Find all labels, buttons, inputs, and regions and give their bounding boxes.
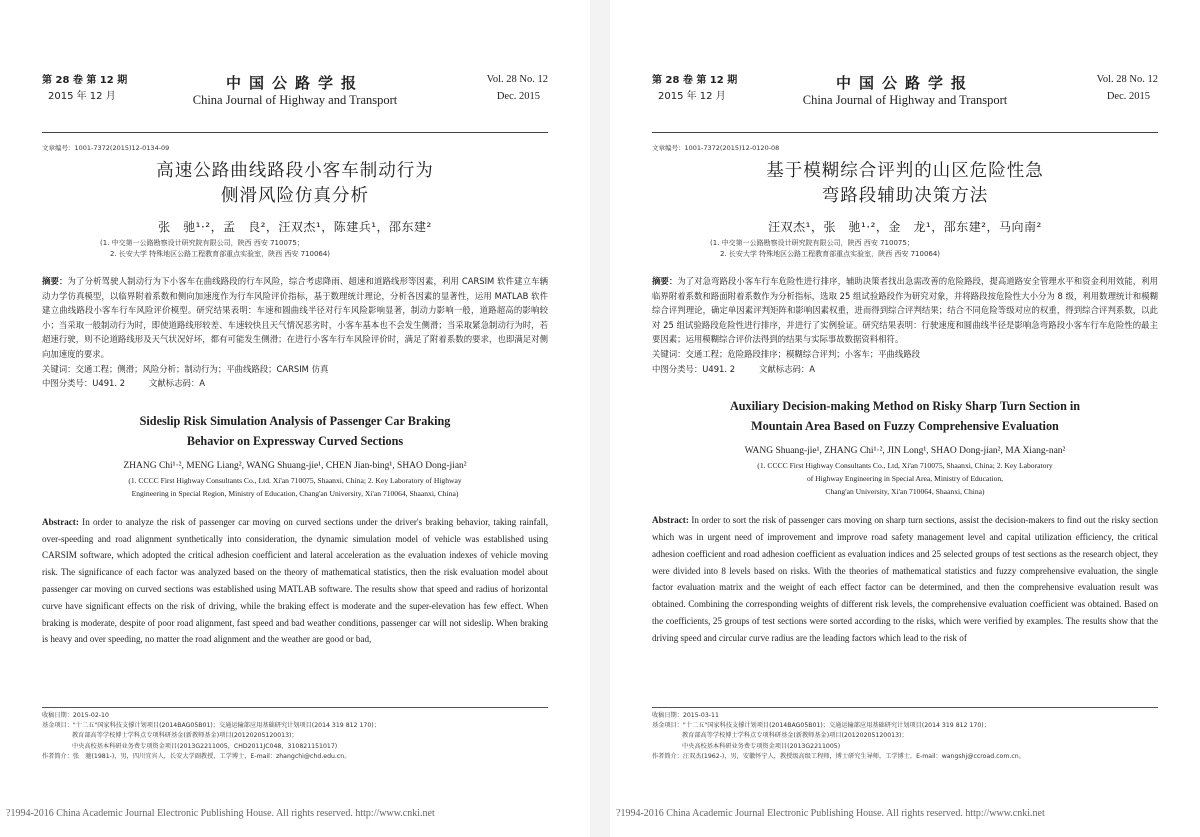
date-cn: 2015 年 12 月 <box>48 91 116 102</box>
title-en <box>42 411 548 451</box>
footnote-line: 作者简介：张 驰(1981-)，男，四川宜宾人，长安大学副教授，工学博士，E-mail：zhangchi@chd.edu.cn。 <box>42 752 351 760</box>
abstract-cn-label: 摘要： <box>652 276 678 286</box>
abstract-cn <box>652 274 1158 347</box>
affiliation-cn <box>652 238 1158 260</box>
class-number: 中图分类号：U491. 2 <box>42 378 126 389</box>
footnote-line: 收稿日期：2015-03-11 <box>652 712 719 719</box>
authors-cn: 汪双杰¹，张 驰¹·²，金 龙¹，邵东建²，马向南² <box>768 220 1042 234</box>
abstract-cn <box>42 274 548 362</box>
paper-page-left <box>0 0 590 837</box>
affiliation-en <box>42 474 548 500</box>
abstract-en-text: In order to sort the risk of passenger cars moving on sharp turn sections, assist the decision-makers to find out the risky section which was in urgent need of improvement and improve road safety management level and capital utilization efficiency, the critical adhesion coefficient and road adhesion coefficient as evaluation indices and 25 selected groups of test sections as the research object, they were divided into 8 levels based on risks. With the theories of mathematical statistics and fuzzy comprehensive evaluation, the single factor evaluation matrix and the weight of each effect factor can be determined, and then the comprehensive evaluation result was obtained. Combining the corresponding weights of different risk levels, the comprehensive evaluation coefficient was obtained. Based on the coefficients, 25 groups of test sections were sorted according to the risks, which were verified by examples. The results show that the driving speed and circular curve radius are the leading factors which lead to the risk of <box>652 515 1158 643</box>
paper-page-right <box>610 0 1200 837</box>
title-en-line: Sideslip Risk Simulation Analysis of Passenger Car Braking <box>139 413 451 428</box>
abstract-cn-text: 为了对急弯路段小客车行车危险性进行排序，辅助决策者找出急需改善的危险路段，提高道路安全管理水平和资金利用效能，利用临界附着系数和路面附着系数作为分析指标，选取 25 组试验路段作为研究对象，并将路段按危险性大小分为 8 级，利用数理统计和模糊综合评判理论，确定单因素评判矩阵和影响因素权重，进而得到综合评判结果；结合不同危险等级对应的权重，得到综合评判系数，以此对 25 组试验路段危险性进行排序，并进行了实例验证。研究结果表明：行驶速度和圆曲线半径是影响急弯路段小客车行车危险性的最主要因素；运用模糊综合评价法得到的结果与实际事故数据资料相符。 <box>652 276 1159 345</box>
volume-cn: 第 28 卷 第 12 期 <box>652 75 738 86</box>
keywords-cn: 关键词：交通工程；侧滑；风险分析；制动行为；平曲线路段；CARSIM 仿真 <box>42 363 329 374</box>
date-en: Dec. 2015 <box>1106 91 1150 102</box>
abstract-en-label: Abstract: <box>42 516 79 527</box>
title-en <box>652 396 1158 436</box>
abstract-en-text: In order to analyze the risk of passenger car moving on curved sections under the driver's braking behavior, taking rainfall, over-speeding and road alignment synthetically into consideration, the dynamic simulation model of vehicle was established using CARSIM software, which adopted the critical adhesion coefficient and lateral acceleration as the evaluation indexes of vehicle moving risk. The significance of each factor was analyzed based on the theory of mathematical statistics, then the risk evaluation model about passenger car moving on curved sections was established using MATLAB software. The results show that speed and radius of horizontal curve have significant effects on the risk of driving, while the braking effect is moderate and the super-elevation has few effect. When braking is moderate, despite of poor road alignment, fast speed and bad weather conditions, passenger car will not sideslip. When braking is heavy and over speeding, no matter the road alignment and the weather are good or bad, <box>42 516 548 645</box>
affiliation-line: Engineering in Special Region, Ministry of Education, Chang'an University, Xi'an 710064, Shaanxi, China) <box>131 488 459 498</box>
class-number: 中图分类号：U491. 2 <box>652 363 736 374</box>
title-cn-line: 侧滑风险仿真分析 <box>221 186 369 206</box>
volume-en: Vol. 28 No. 12 <box>1096 74 1158 85</box>
affiliation-line: (1. 中交第一公路勘察设计研究院有限公司，陕西 西安 710075； <box>100 239 304 247</box>
affiliation-line: 2. 长安大学 特殊地区公路工程教育部重点实验室，陕西 西安 710064) <box>720 250 941 258</box>
affiliation-line: Chang'an University, Xi'an 710064, Shaanxi, China) <box>825 487 985 497</box>
journal-title-en: China Journal of Highway and Transport <box>192 93 398 107</box>
copyright-notice: ?1994-2016 China Academic Journal Electronic Publishing House. All rights reserved. http://www.cnki.net <box>616 808 1045 819</box>
footnote-line: 基金项目："十二五"国家科技支撑计划项目(2014BAG05B01)；交通运输部应用基础研究计划项目(2014 319 812 170)； <box>42 722 380 730</box>
journal-title-cn: 中国公路学报 <box>835 74 974 92</box>
abstract-cn-text: 为了分析驾驶人制动行为下小客车在曲线路段的行车风险，综合考虑降雨、超速和道路线形等因素，利用 CARSIM 软件建立车辆动力学仿真模型，以临界附着系数和侧向加速度作为行车风险评价指标，基于数理统计理论，分析各因素的显著性，运用 MATLAB 软件建立曲线路段小客车行车风险评价模型。研究结果表明：车速和圆曲线半径对行车风险影响显著，制动力影响一般，道路超高的影响较小；当采取一般制动行为时，即使道路线形较差、车速较快且天气情况恶劣时，小客车基本也不会发生侧滑；当采取紧急制动行为时，若超速行驶，则不论道路线形及天气状况好坏，都有可能发生侧滑；在进行小客车行车风险评价时，满足了附着系数的要求，也即满足对侧向加速度的要求。 <box>42 276 549 359</box>
title-en-line: Behavior on Expressway Curved Sections <box>186 433 404 448</box>
title-en-line: Mountain Area Based on Fuzzy Comprehensive Evaluation <box>751 419 1059 434</box>
journal-header <box>42 74 548 133</box>
footnote-line: 收稿日期：2015-02-10 <box>42 712 109 719</box>
title-cn <box>652 159 1158 209</box>
footnote-line: 教育部高等学校博士学科点专项科研基金(新教师基金)项目(20120205120013)； <box>682 732 908 740</box>
abstract-en <box>42 514 548 648</box>
date-cn: 2015 年 12 月 <box>658 91 726 102</box>
abstract-en-label: Abstract: <box>652 515 689 526</box>
title-cn <box>42 159 548 209</box>
classification-cn <box>652 362 1158 377</box>
title-cn-line: 高速公路曲线路段小客车制动行为 <box>156 161 434 181</box>
journal-header <box>652 74 1158 133</box>
copyright-notice: ?1994-2016 China Academic Journal Electronic Publishing House. All rights reserved. http://www.cnki.net <box>6 808 435 819</box>
article-number: 文章编号：1001-7372(2015)12-0120-08 <box>652 144 780 152</box>
title-en-line: Auxiliary Decision-making Method on Risky Sharp Turn Section in <box>729 399 1081 414</box>
footnote <box>652 707 1158 762</box>
title-cn-line: 弯路段辅助决策方法 <box>821 186 989 206</box>
keywords-cn: 关键词：交通工程；危险路段排序；模糊综合评判；小客车；平曲线路段 <box>652 348 920 359</box>
authors-en: ZHANG Chi¹·², MENG Liang², WANG Shuang-jie¹, CHEN Jian-bing¹, SHAO Dong-jian² <box>123 460 467 471</box>
affiliation-cn <box>42 238 548 260</box>
journal-title-en: China Journal of Highway and Transport <box>802 93 1008 107</box>
affiliation-line: of Highway Engineering in Special Area, Ministry of Education, <box>806 474 1004 484</box>
abstract-en <box>652 512 1158 646</box>
document-code: 文献标志码：A <box>759 363 816 374</box>
affiliation-line: 2. 长安大学 特殊地区公路工程教育部重点实验室，陕西 西安 710064) <box>110 250 331 258</box>
abstract-cn-label: 摘要： <box>42 276 68 286</box>
journal-title-cn: 中国公路学报 <box>225 74 364 92</box>
volume-en: Vol. 28 No. 12 <box>486 74 548 85</box>
document-code: 文献标志码：A <box>149 378 206 389</box>
date-en: Dec. 2015 <box>496 91 540 102</box>
footnote-line: 中央高校基本科研业务费专项资金项目(2013G2211005，CHD2011JC048，310821151017) <box>72 742 338 750</box>
volume-cn: 第 28 卷 第 12 期 <box>42 75 128 86</box>
classification-cn <box>42 376 548 391</box>
title-cn-line: 基于模糊综合评判的山区危险性急 <box>766 161 1044 181</box>
affiliation-line: (1. CCCC First Highway Consultants Co., Ltd. Xi'an 710075, Shaanxi, China; 2. Key Laboratory of Highway <box>128 475 462 485</box>
footnote-line: 中央高校基本科研业务费专项资金项目(2013G2211005) <box>682 742 841 750</box>
affiliation-en <box>652 459 1158 498</box>
footnote-line: 教育部高等学校博士学科点专项科研基金(新教师基金)项目(20120205120013)； <box>72 732 298 740</box>
authors-cn: 张 驰¹·²，孟 良²，汪双杰¹，陈建兵¹，邵东建² <box>158 220 432 234</box>
article-number: 文章编号：1001-7372(2015)12-0134-09 <box>42 144 170 152</box>
affiliation-line: (1. 中交第一公路勘察设计研究院有限公司，陕西 西安 710075； <box>710 239 914 247</box>
affiliation-line: (1. CCCC First Highway Consultants Co., Ltd, Xi'an 710075, Shaanxi, China; 2. Key Laboratory <box>757 461 1053 471</box>
footnote-line: 基金项目："十二五"国家科技支撑计划项目(2014BAG05B01)；交通运输部应用基础研究计划项目(2014 319 812 170)； <box>652 722 990 730</box>
authors-en: WANG Shuang-jie¹, ZHANG Chi¹·², JIN Long¹, SHAO Dong-jian², MA Xiang-nan² <box>744 446 1066 457</box>
footnote-line: 作者简介：汪双杰(1962-)，男，安徽怀宁人，教授级高级工程师，博士研究生导师，工学博士，E-mail：wangshj@ccroad.com.cn。 <box>652 752 1025 760</box>
footnote <box>42 707 548 762</box>
